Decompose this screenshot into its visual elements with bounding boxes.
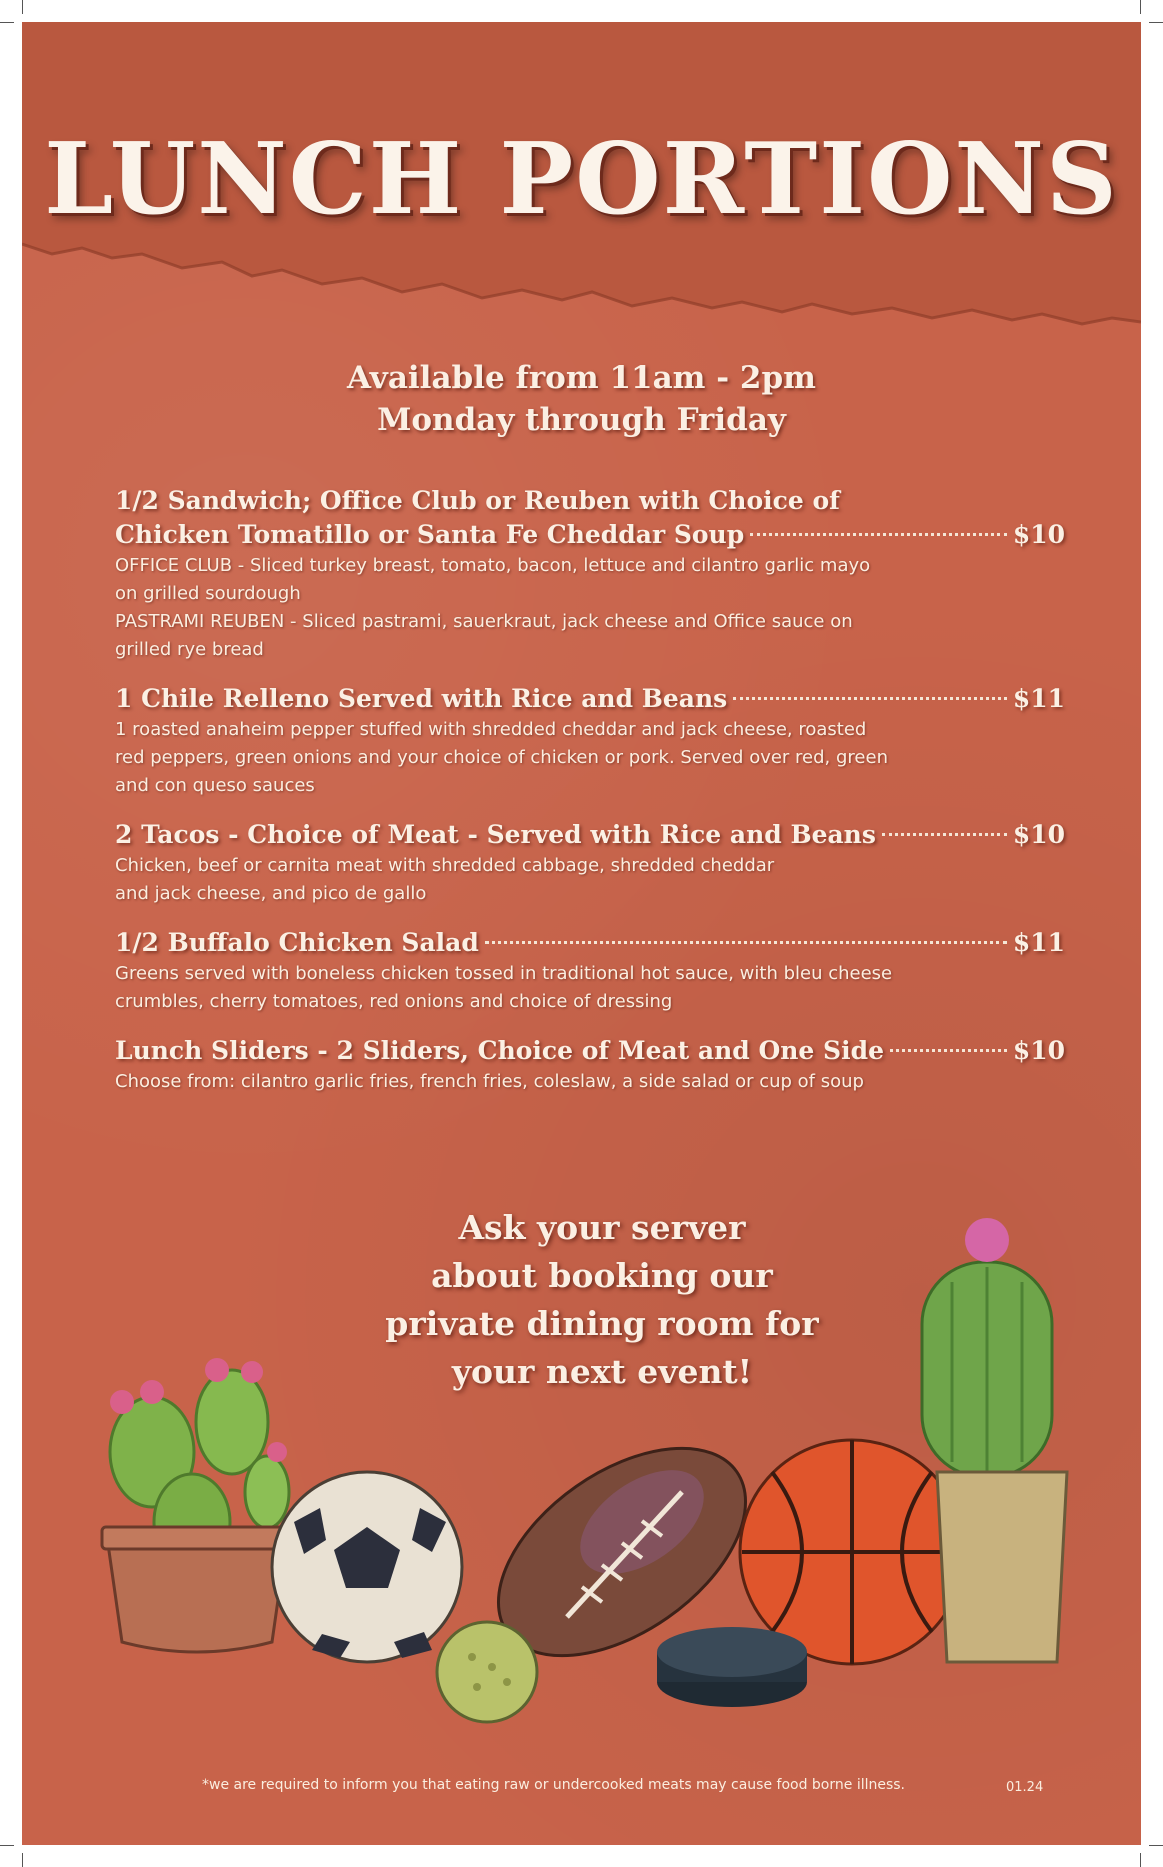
- menu-item-name-line: 1/2 Sandwich; Office Club or Reuben with Choice of: [115, 486, 840, 515]
- description-line: grilled rye bread: [115, 639, 264, 660]
- cactus-sports-illustration: [22, 22, 1141, 1845]
- description-line: 1 roasted anaheim pepper stuffed with shredded cheddar and jack cheese, roasted: [115, 719, 867, 740]
- description-line: and con queso sauces: [115, 775, 315, 796]
- description-line: crumbles, cherry tomatoes, red onions and choice of dressing: [115, 991, 673, 1012]
- menu-item-name: Lunch Sliders - 2 Sliders, Choice of Meat and One Side: [115, 1036, 884, 1065]
- menu-item-name: 1/2 Buffalo Chicken Salad: [115, 928, 479, 957]
- menu-item-name: 1 Chile Relleno Served with Rice and Beans: [115, 684, 728, 713]
- description-line: OFFICE CLUB - Sliced turkey breast, tomato, bacon, lettuce and cilantro garlic mayo: [115, 555, 871, 576]
- menu-item-price: $10: [1012, 520, 1065, 549]
- menu-item-name: Chicken Tomatillo or Santa Fe Cheddar Soup: [115, 520, 745, 549]
- crop-mark: [0, 22, 14, 23]
- potted-cactus-icon: [922, 1218, 1067, 1662]
- menu-item-price: $11: [1012, 928, 1065, 957]
- description-line: Chicken, beef or carnita meat with shredded cabbage, shredded cheddar: [115, 855, 775, 876]
- page-title: LUNCH PORTIONS: [44, 122, 1119, 237]
- crop-mark: [1149, 22, 1163, 23]
- promo-line: Ask your server: [458, 1208, 746, 1247]
- description-line: Choose from: cilantro garlic fries, french fries, coleslaw, a side salad or cup of soup: [115, 1071, 864, 1092]
- potted-prickly-pear-icon: [102, 1358, 292, 1652]
- basketball-icon: [740, 1440, 964, 1664]
- menu-item-name: 2 Tacos - Choice of Meat - Served with Rice and Beans: [115, 820, 876, 849]
- menu-page: [22, 22, 1141, 1845]
- crop-mark: [0, 1845, 14, 1846]
- description-line: on grilled sourdough: [115, 583, 301, 604]
- promo-line: private dining room for: [385, 1304, 819, 1343]
- crop-mark: [1140, 1853, 1141, 1867]
- availability-hours: Available from 11am - 2pm: [347, 360, 816, 396]
- menu-version-code: 01.24: [1006, 1780, 1044, 1795]
- promo-line: your next event!: [451, 1352, 753, 1391]
- crop-mark: [1140, 0, 1141, 14]
- description-line: red peppers, green onions and your choice of chicken or pork. Served over red, green: [115, 747, 888, 768]
- menu-item-price: $10: [1012, 820, 1065, 849]
- availability-days: Monday through Friday: [377, 402, 786, 438]
- menu-item-price: $11: [1012, 684, 1065, 713]
- menu-item-price: $10: [1012, 1036, 1065, 1065]
- promo-line: about booking our: [431, 1256, 773, 1295]
- crop-mark: [22, 0, 23, 14]
- description-line: and jack cheese, and pico de gallo: [115, 883, 427, 904]
- golf-ball-icon: [437, 1622, 537, 1722]
- food-safety-disclaimer: *we are required to inform you that eating raw or undercooked meats may cause food borne illness.: [202, 1777, 906, 1793]
- hockey-puck-icon: [657, 1627, 807, 1707]
- description-line: PASTRAMI REUBEN - Sliced pastrami, sauerkraut, jack cheese and Office sauce on: [115, 611, 853, 632]
- crop-mark: [1149, 1845, 1163, 1846]
- description-line: Greens served with boneless chicken tossed in traditional hot sauce, with bleu cheese: [115, 963, 893, 984]
- soccer-ball-icon: [272, 1472, 462, 1662]
- crop-mark: [22, 1853, 23, 1867]
